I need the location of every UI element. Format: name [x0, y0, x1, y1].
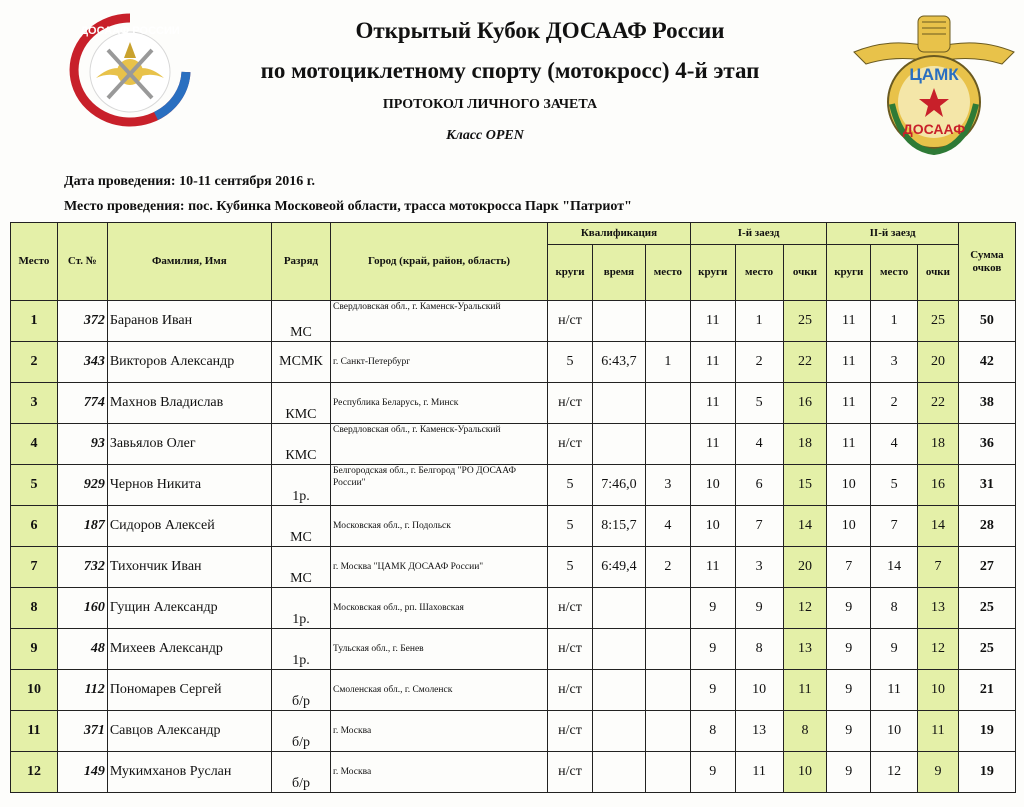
row-q-place: 1: [645, 342, 690, 383]
row-h2-place: 8: [871, 588, 918, 629]
table-row: [11, 670, 1016, 711]
row-city: Белгородская обл., г. Белгород "РО ДОСААФ России": [331, 465, 548, 506]
row-h1-points: 10: [783, 752, 827, 793]
row-number: 48: [57, 629, 107, 670]
row-q-laps: н/ст: [548, 629, 593, 670]
row-h1-points: 15: [783, 465, 827, 506]
row-h2-place: 2: [871, 383, 918, 424]
col-rank: Разряд: [271, 223, 330, 301]
row-name: Михеев Александр: [107, 629, 271, 670]
row-h1-laps: 11: [690, 301, 735, 342]
row-q-laps: н/ст: [548, 424, 593, 465]
row-h2-place: 9: [871, 629, 918, 670]
row-h1-place: 10: [735, 670, 783, 711]
row-q-laps: 5: [548, 465, 593, 506]
row-place: 3: [11, 383, 58, 424]
row-h1-place: 4: [735, 424, 783, 465]
row-h2-points: 18: [918, 424, 959, 465]
col-city: Город (край, район, область): [331, 223, 548, 301]
row-city: Смоленская обл., г. Смоленск: [331, 670, 548, 711]
row-number: 343: [57, 342, 107, 383]
row-h1-place: 3: [735, 547, 783, 588]
row-h2-points: 22: [918, 383, 959, 424]
row-h2-laps: 9: [827, 670, 871, 711]
table-row: [11, 342, 1016, 383]
row-total: 19: [958, 752, 1015, 793]
row-rank: КМС: [271, 383, 330, 424]
row-name: Тихончик Иван: [107, 547, 271, 588]
table-row: [11, 547, 1016, 588]
row-place: 12: [11, 752, 58, 793]
row-city: Свердловская обл., г. Каменск-Уральский: [331, 424, 548, 465]
row-h2-points: 7: [918, 547, 959, 588]
row-h1-points: 22: [783, 342, 827, 383]
row-place: 5: [11, 465, 58, 506]
row-number: 187: [57, 506, 107, 547]
row-number: 160: [57, 588, 107, 629]
row-place: 9: [11, 629, 58, 670]
tsamk-logo-top-text: ЦАМК: [909, 65, 959, 84]
row-q-laps: 5: [548, 342, 593, 383]
table-row: [11, 424, 1016, 465]
row-h2-laps: 10: [827, 506, 871, 547]
row-h2-laps: 9: [827, 629, 871, 670]
row-place: 11: [11, 711, 58, 752]
row-rank: МС: [271, 547, 330, 588]
row-q-laps: н/ст: [548, 301, 593, 342]
row-place: 2: [11, 342, 58, 383]
row-h1-points: 11: [783, 670, 827, 711]
row-number: 774: [57, 383, 107, 424]
row-city: Республика Беларусь, г. Минск: [331, 383, 548, 424]
row-q-place: [645, 383, 690, 424]
row-q-time: [592, 629, 645, 670]
row-h1-laps: 9: [690, 752, 735, 793]
col-h1-laps: круги: [690, 245, 735, 301]
row-name: Баранов Иван: [107, 301, 271, 342]
table-row: [11, 588, 1016, 629]
table-row: [11, 752, 1016, 793]
row-place: 1: [11, 301, 58, 342]
row-h2-points: 10: [918, 670, 959, 711]
row-h2-points: 11: [918, 711, 959, 752]
row-q-place: [645, 752, 690, 793]
row-number: 929: [57, 465, 107, 506]
row-number: 732: [57, 547, 107, 588]
row-h1-place: 5: [735, 383, 783, 424]
document-title: Открытый Кубок ДОСААФ России: [355, 18, 725, 43]
document-subtitle: по мотоциклетному спорту (мотокросс) 4-й этап: [260, 58, 760, 83]
results-table: [10, 222, 1016, 793]
table-row: [11, 629, 1016, 670]
dosaaf-logo-text: ДОСААФ РОССИИ: [80, 25, 180, 37]
row-h1-laps: 10: [690, 506, 735, 547]
row-q-time: [592, 711, 645, 752]
row-h1-laps: 11: [690, 383, 735, 424]
row-h2-place: 7: [871, 506, 918, 547]
row-city: Московская обл., г. Подольск: [331, 506, 548, 547]
row-h2-points: 9: [918, 752, 959, 793]
row-rank: МС: [271, 506, 330, 547]
row-city: Московская обл., рп. Шаховская: [331, 588, 548, 629]
row-place: 8: [11, 588, 58, 629]
row-h2-laps: 9: [827, 752, 871, 793]
row-total: 25: [958, 588, 1015, 629]
row-place: 6: [11, 506, 58, 547]
row-q-time: 6:43,7: [592, 342, 645, 383]
row-h1-points: 13: [783, 629, 827, 670]
row-place: 7: [11, 547, 58, 588]
row-name: Пономарев Сергей: [107, 670, 271, 711]
row-q-place: 2: [645, 547, 690, 588]
row-total: 36: [958, 424, 1015, 465]
row-h2-laps: 7: [827, 547, 871, 588]
row-q-time: [592, 588, 645, 629]
col-group-heat2: II-й заезд: [827, 223, 958, 245]
row-q-time: 7:46,0: [592, 465, 645, 506]
row-number: 149: [57, 752, 107, 793]
row-h2-laps: 11: [827, 301, 871, 342]
col-group-heat1: I-й заезд: [690, 223, 827, 245]
row-number: 112: [57, 670, 107, 711]
row-name: Махнов Владислав: [107, 383, 271, 424]
row-number: 93: [57, 424, 107, 465]
row-q-time: 8:15,7: [592, 506, 645, 547]
row-name: Гущин Александр: [107, 588, 271, 629]
row-h1-place: 2: [735, 342, 783, 383]
row-h1-laps: 9: [690, 629, 735, 670]
row-place: 4: [11, 424, 58, 465]
row-h2-laps: 11: [827, 342, 871, 383]
row-h1-points: 16: [783, 383, 827, 424]
event-venue: Место проведения: пос. Кубинка Московеой области, трасса мотокросса Парк "Патриот": [64, 199, 632, 214]
row-q-laps: н/ст: [548, 670, 593, 711]
row-q-place: [645, 301, 690, 342]
col-h2-laps: круги: [827, 245, 871, 301]
row-h1-laps: 10: [690, 465, 735, 506]
row-h1-place: 7: [735, 506, 783, 547]
row-city: Тульская обл., г. Бенев: [331, 629, 548, 670]
row-name: Завьялов Олег: [107, 424, 271, 465]
row-h2-laps: 10: [827, 465, 871, 506]
row-h1-place: 1: [735, 301, 783, 342]
row-h2-points: 20: [918, 342, 959, 383]
row-q-laps: н/ст: [548, 383, 593, 424]
row-h1-place: 13: [735, 711, 783, 752]
table-row: [11, 465, 1016, 506]
row-rank: 1р.: [271, 588, 330, 629]
col-q-laps: круги: [548, 245, 593, 301]
row-h1-laps: 11: [690, 547, 735, 588]
row-h2-place: 14: [871, 547, 918, 588]
row-h2-place: 1: [871, 301, 918, 342]
row-total: 38: [958, 383, 1015, 424]
row-h2-points: 16: [918, 465, 959, 506]
row-rank: МСМК: [271, 342, 330, 383]
row-q-laps: н/ст: [548, 588, 593, 629]
row-h1-points: 8: [783, 711, 827, 752]
row-q-place: 4: [645, 506, 690, 547]
row-number: 372: [57, 301, 107, 342]
row-city: г. Москва: [331, 711, 548, 752]
row-rank: 1р.: [271, 629, 330, 670]
col-h1-points: очки: [783, 245, 827, 301]
row-h1-laps: 9: [690, 588, 735, 629]
row-h1-points: 18: [783, 424, 827, 465]
row-rank: б/р: [271, 670, 330, 711]
row-h1-laps: 9: [690, 670, 735, 711]
row-q-time: [592, 383, 645, 424]
row-q-laps: н/ст: [548, 752, 593, 793]
row-h1-place: 6: [735, 465, 783, 506]
table-row: [11, 506, 1016, 547]
row-q-place: [645, 629, 690, 670]
class-heading: Класс OPEN: [446, 128, 524, 143]
row-h1-place: 8: [735, 629, 783, 670]
row-h1-points: 25: [783, 301, 827, 342]
row-h2-place: 5: [871, 465, 918, 506]
row-h1-place: 9: [735, 588, 783, 629]
col-h2-points: очки: [918, 245, 959, 301]
row-q-place: [645, 711, 690, 752]
row-q-laps: 5: [548, 506, 593, 547]
col-q-place: место: [645, 245, 690, 301]
row-h1-laps: 11: [690, 342, 735, 383]
row-h2-laps: 11: [827, 383, 871, 424]
row-rank: МС: [271, 301, 330, 342]
row-rank: КМС: [271, 424, 330, 465]
row-h1-points: 12: [783, 588, 827, 629]
row-q-place: [645, 670, 690, 711]
row-h1-place: 11: [735, 752, 783, 793]
col-q-time: время: [592, 245, 645, 301]
col-group-qualification: Квалификация: [548, 223, 691, 245]
row-total: 25: [958, 629, 1015, 670]
row-total: 19: [958, 711, 1015, 752]
row-total: 31: [958, 465, 1015, 506]
row-q-time: 6:49,4: [592, 547, 645, 588]
row-q-laps: 5: [548, 547, 593, 588]
row-q-time: [592, 670, 645, 711]
col-total: Сумма очков: [958, 223, 1015, 301]
row-h1-points: 14: [783, 506, 827, 547]
row-h2-place: 10: [871, 711, 918, 752]
row-h1-points: 20: [783, 547, 827, 588]
row-city: Свердловская обл., г. Каменск-Уральский: [331, 301, 548, 342]
row-name: Савцов Александр: [107, 711, 271, 752]
row-h2-place: 12: [871, 752, 918, 793]
col-number: Ст. №: [57, 223, 107, 301]
row-city: г. Москва "ЦАМК ДОСААФ России": [331, 547, 548, 588]
table-row: [11, 383, 1016, 424]
row-q-time: [592, 424, 645, 465]
row-name: Чернов Никита: [107, 465, 271, 506]
row-rank: б/р: [271, 711, 330, 752]
row-total: 28: [958, 506, 1015, 547]
row-q-time: [592, 301, 645, 342]
row-h1-laps: 8: [690, 711, 735, 752]
row-h2-points: 13: [918, 588, 959, 629]
row-h2-place: 3: [871, 342, 918, 383]
tsamk-logo-bottom-text: ДОСААФ: [902, 121, 966, 137]
row-name: Мукимханов Руслан: [107, 752, 271, 793]
row-total: 27: [958, 547, 1015, 588]
row-h2-points: 14: [918, 506, 959, 547]
row-h1-laps: 11: [690, 424, 735, 465]
row-h2-laps: 11: [827, 424, 871, 465]
row-h2-place: 4: [871, 424, 918, 465]
row-city: г. Санкт-Петербург: [331, 342, 548, 383]
row-city: г. Москва: [331, 752, 548, 793]
row-total: 21: [958, 670, 1015, 711]
row-q-place: 3: [645, 465, 690, 506]
event-date: Дата проведения: 10-11 сентября 2016 г.: [64, 174, 316, 189]
table-row: [11, 301, 1016, 342]
col-place: Место: [11, 223, 58, 301]
row-total: 42: [958, 342, 1015, 383]
col-h1-place: место: [735, 245, 783, 301]
row-h2-points: 12: [918, 629, 959, 670]
col-name: Фамилия, Имя: [107, 223, 271, 301]
table-row: [11, 711, 1016, 752]
row-h2-place: 11: [871, 670, 918, 711]
row-h2-laps: 9: [827, 711, 871, 752]
row-h2-laps: 9: [827, 588, 871, 629]
row-q-laps: н/ст: [548, 711, 593, 752]
row-place: 10: [11, 670, 58, 711]
row-number: 371: [57, 711, 107, 752]
row-q-place: [645, 424, 690, 465]
row-name: Сидоров Алексей: [107, 506, 271, 547]
protocol-heading: ПРОТОКОЛ ЛИЧНОГО ЗАЧЕТА: [382, 97, 598, 112]
row-q-time: [592, 752, 645, 793]
row-rank: б/р: [271, 752, 330, 793]
row-rank: 1р.: [271, 465, 330, 506]
row-q-place: [645, 588, 690, 629]
row-total: 50: [958, 301, 1015, 342]
row-name: Викторов Александр: [107, 342, 271, 383]
col-h2-place: место: [871, 245, 918, 301]
row-h2-points: 25: [918, 301, 959, 342]
